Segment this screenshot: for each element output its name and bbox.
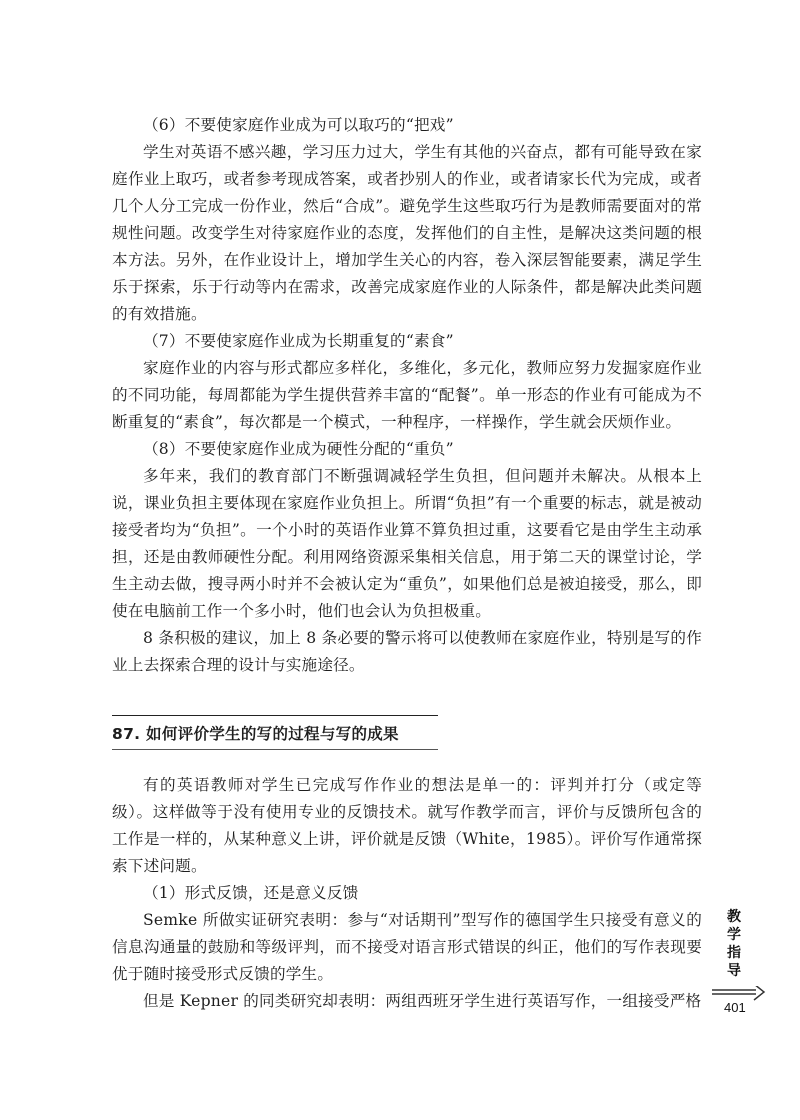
- subheading-1: （1）形式反馈，还是意义反馈: [143, 884, 359, 902]
- paragraph: Semke 所做实证研究表明：参与“对话期刊”型写作的德国学生只接受有意义的信息沟通量的鼓励和等级评判，而不接受对语言形式错误的纠正，他们的写作表现要优于随时接受形式反馈的学生。: [112, 911, 702, 983]
- side-tab-char: 教: [727, 909, 741, 925]
- paragraph: 家庭作业的内容与形式都应多样化，多维化，多元化，教师应努力发掘家庭作业的不同功能，每周都能为学生提供营养丰富的“配餐”。单一形态的作业有可能成为不断重复的“素食”，每次都是一个模式，一种程序，一样操作，学生就会厌烦作业。: [112, 359, 702, 431]
- side-tab-char: 指: [727, 945, 741, 961]
- page-number: 401: [724, 1000, 746, 1015]
- section-gap: [112, 679, 702, 715]
- subheading-7: （7）不要使家庭作业成为长期重复的“素食”: [143, 332, 454, 350]
- paragraph: 有的英语教师对学生已完成写作作业的想法是单一的：评判并打分（或定等级）。这样做等于没有使用专业的反馈技术。就写作教学而言，评价与反馈所包含的工作是一样的，从某种意义上讲，评价就是反馈（White，1985）。评价写作通常探索下述问题。: [112, 776, 702, 875]
- side-tab-char: 学: [727, 927, 741, 943]
- side-tab-char: 导: [727, 963, 741, 979]
- subheading-8: （8）不要使家庭作业成为硬性分配的“重负”: [143, 440, 454, 458]
- paragraph: 学生对英语不感兴趣，学习压力过大，学生有其他的兴奋点，都有可能导致在家庭作业上取巧，或者参考现成答案，或者抄别人的作业，或者请家长代为完成，或者几个人分工完成一份作业，然后“合成”。避免学生这些取巧行为是教师需要面对的常规性问题。改变学生对待家庭作业的态度，发挥他们的自主性，是解决这类问题的根本方法。另外，在作业设计上，增加学生关心的内容，卷入深层智能要素，满足学生乐于探索，乐于行动等内在需求，改善完成家庭作业的人际条件，都是解决此类问题的有效措施。: [112, 143, 702, 323]
- paragraph: 多年来，我们的教育部门不断强调减轻学生负担，但问题并未解决。从根本上说，课业负担主要体现在家庭作业负担上。所谓“负担”有一个重要的标志，就是被动接受者均为“负担”。一个小时的英语作业算不算负担过重，这要看它是由学生主动承担，还是由教师硬性分配。利用网络资源采集相关信息，用于第二天的课堂讨论，学生主动去做，搜寻两小时并不会被认定为“重负”，如果他们总是被迫接受，那么，即使在电脑前工作一个多小时，他们也会认为负担极重。: [112, 467, 702, 620]
- paragraph: 但是 Kepner 的同类研究却表明：两组西班牙学生进行英语写作，一组接受严格: [143, 992, 702, 1010]
- page-body: [112, 112, 702, 1015]
- section-title: 87. 如何评价学生的写的过程与写的成果: [112, 715, 438, 750]
- side-tab: [722, 908, 746, 980]
- paragraph: 8 条积极的建议，加上 8 条必要的警示将可以使教师在家庭作业，特别是写的作业上去探索合理的设计与实施途径。: [112, 629, 702, 674]
- subheading-6: （6）不要使家庭作业成为可以取巧的“把戏”: [143, 116, 454, 134]
